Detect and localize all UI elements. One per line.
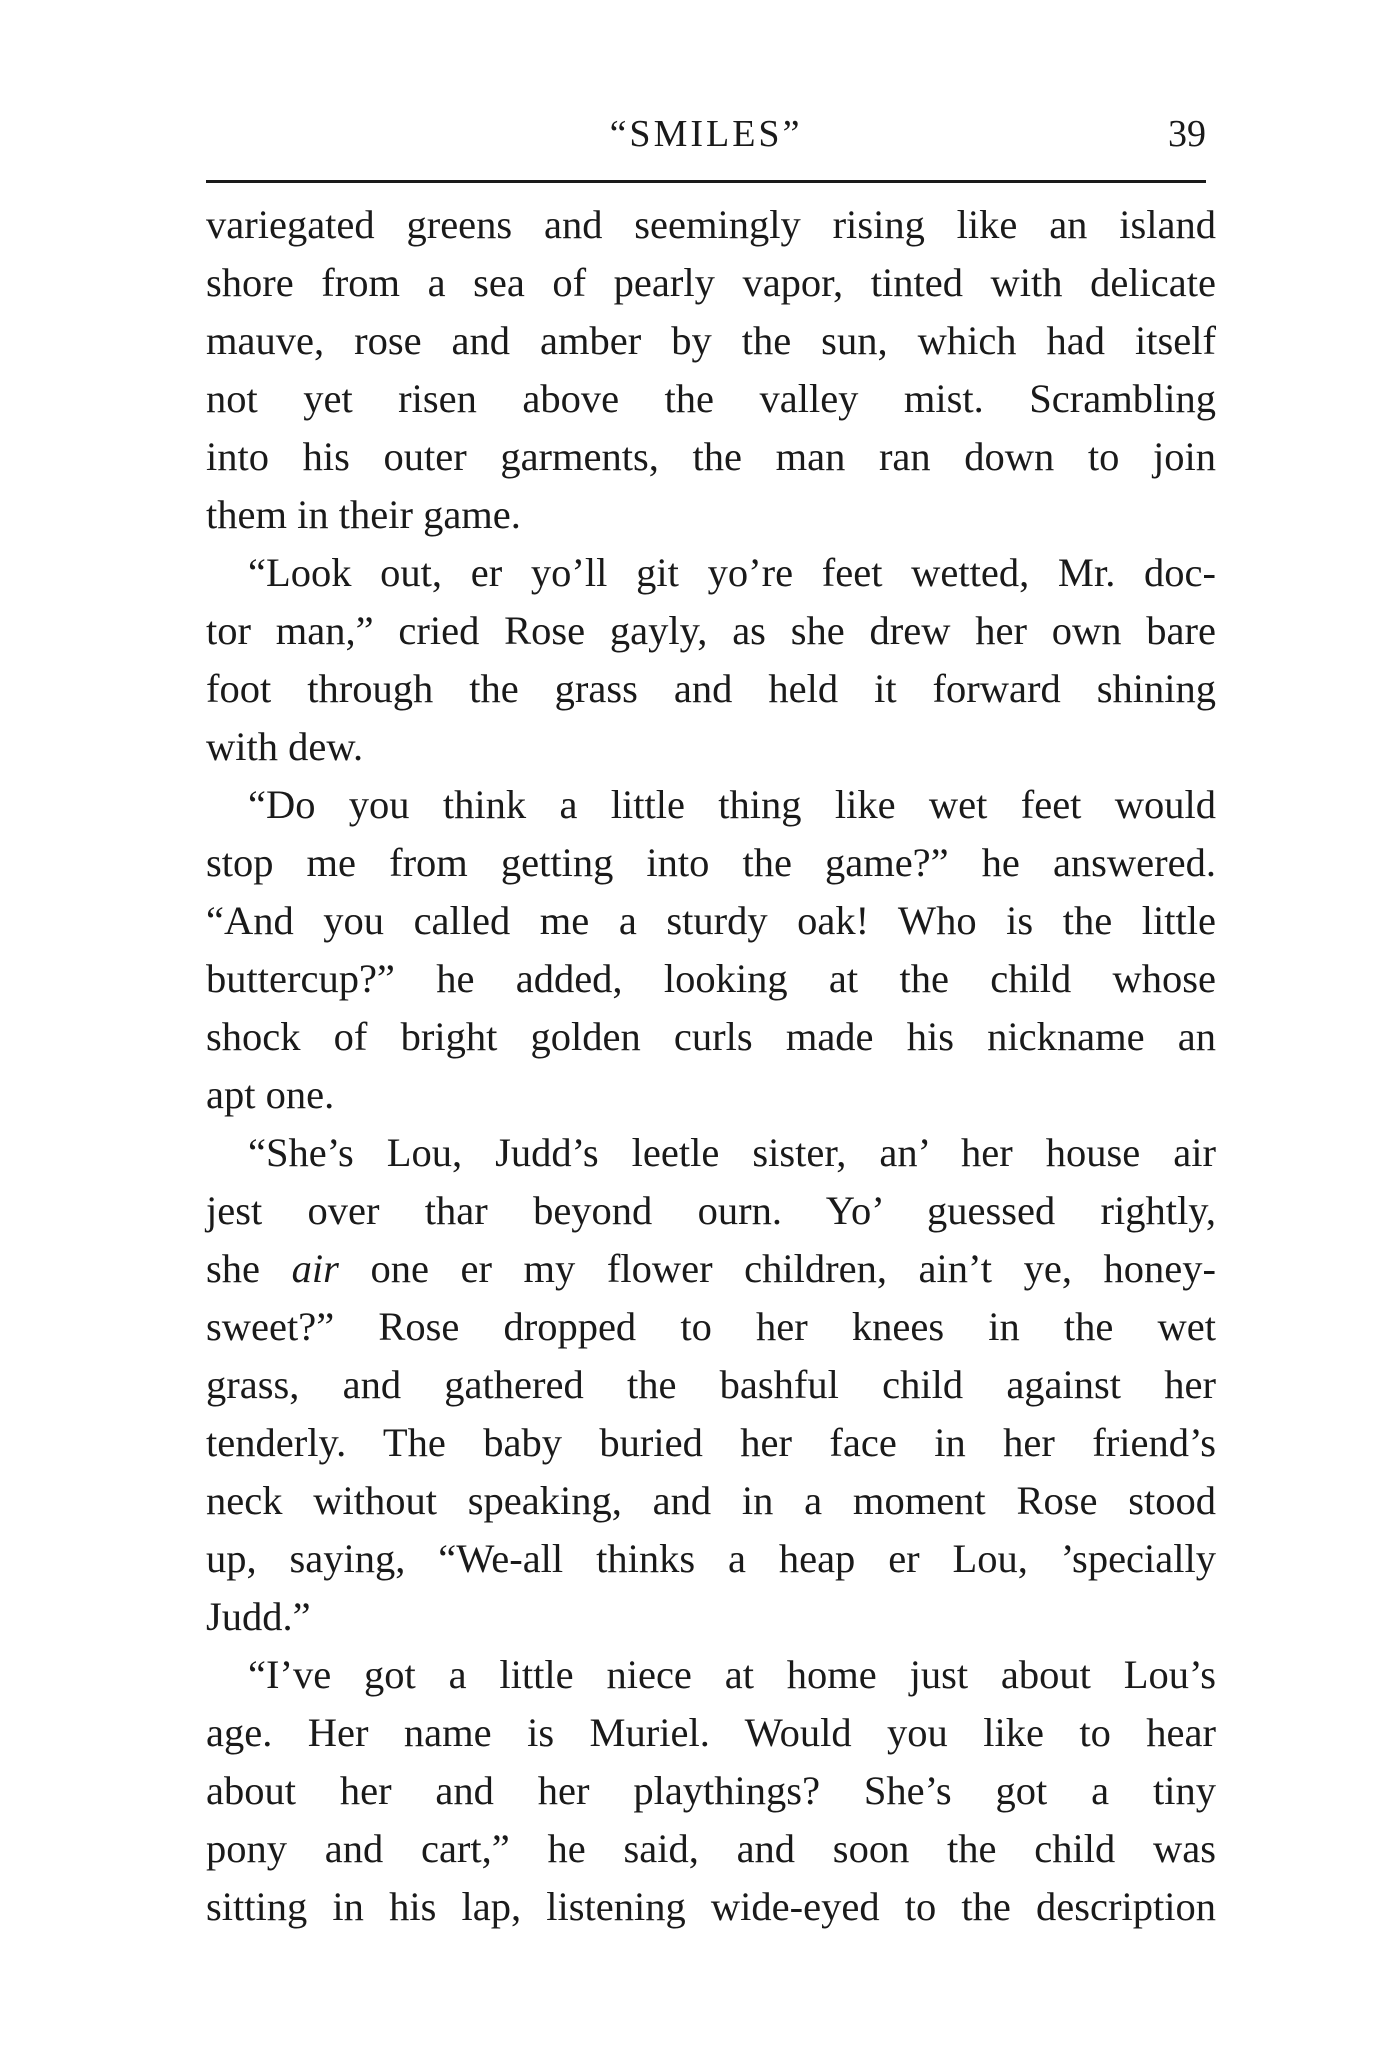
- text-line: “Do you think a little thing like wet feet would: [248, 782, 1216, 827]
- text-line: foot through the grass and held it forward shining: [206, 666, 1216, 711]
- chapter-title: “SMILES”: [609, 113, 803, 155]
- text-line: age. Her name is Muriel. Would you like to hear: [206, 1710, 1216, 1755]
- text-line: jest over thar beyond ourn. Yo’ guessed rightly,: [206, 1188, 1216, 1233]
- paragraph-1: [206, 196, 1216, 544]
- text-line: shock of bright golden curls made his nickname an: [206, 1014, 1216, 1059]
- text-line: tenderly. The baby buried her face in her friend’s: [206, 1420, 1216, 1465]
- running-head: [206, 112, 1206, 172]
- text-line: with dew.: [206, 724, 364, 769]
- text-line: Judd.”: [206, 1594, 311, 1639]
- text-fragment: one er my flower children, ain’t ye, honey-: [370, 1246, 1217, 1291]
- text-line: buttercup?” he added, looking at the child whose: [206, 956, 1216, 1001]
- text-line: grass, and gathered the bashful child against her: [206, 1362, 1216, 1407]
- text-line: sweet?” Rose dropped to her knees in the wet: [206, 1304, 1216, 1349]
- text-line: “She’s Lou, Judd’s leetle sister, an’ her house air: [248, 1130, 1216, 1175]
- paragraph-5: [206, 1646, 1216, 1936]
- paragraph-3: [206, 776, 1216, 1124]
- text-line: mauve, rose and amber by the sun, which had itself: [206, 318, 1216, 363]
- header-rule: [206, 180, 1206, 183]
- italic-word: air: [291, 1246, 339, 1291]
- text-line: “I’ve got a little niece at home just about Lou’s: [248, 1652, 1216, 1697]
- text-line: tor man,” cried Rose gayly, as she drew her own bare: [206, 608, 1216, 653]
- text-line: “Look out, er yo’ll git yo’re feet wetted, Mr. doc-: [248, 550, 1216, 595]
- text-line: into his outer garments, the man ran down to join: [206, 434, 1216, 479]
- text-line: pony and cart,” he said, and soon the child was: [206, 1826, 1216, 1871]
- text-line-with-italic: [206, 1240, 1216, 1298]
- text-line: apt one.: [206, 1072, 335, 1117]
- paragraph-4: [206, 1124, 1216, 1646]
- paragraph-2: [206, 544, 1216, 776]
- text-line: variegated greens and seemingly rising like an island: [206, 202, 1216, 247]
- text-line: not yet risen above the valley mist. Scrambling: [206, 376, 1216, 421]
- text-line: up, saying, “We-all thinks a heap er Lou, ’specially: [206, 1536, 1216, 1581]
- body-text: [206, 196, 1216, 1936]
- text-line: sitting in his lap, listening wide-eyed to the description: [206, 1884, 1216, 1929]
- page-number: 39: [1168, 113, 1206, 155]
- text-line: them in their game.: [206, 492, 521, 537]
- text-line: neck without speaking, and in a moment Rose stood: [206, 1478, 1216, 1523]
- text-fragment: she: [206, 1246, 260, 1291]
- text-line: “And you called me a sturdy oak! Who is the little: [206, 898, 1216, 943]
- text-line: about her and her playthings? She’s got a tiny: [206, 1768, 1216, 1813]
- text-line: stop me from getting into the game?” he answered.: [206, 840, 1216, 885]
- text-line: shore from a sea of pearly vapor, tinted with delicate: [206, 260, 1216, 305]
